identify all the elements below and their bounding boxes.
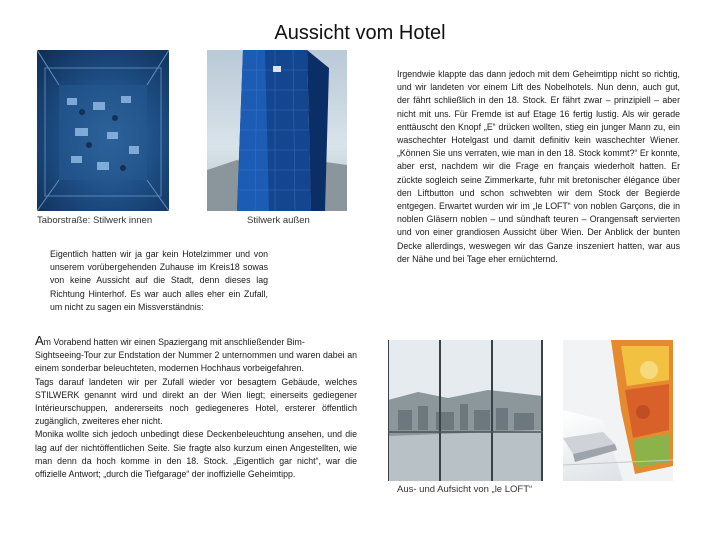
story-right-text: Irgendwie klappte das dann jedoch mit dem Geheimtipp nicht so richtig, und wir landeten vor einem Lift des Nobelhotels. Nun denn, auch gut, der fährt schließlich in den 18. Stock. Er fährt zwar – prinzipiell – aber nicht mit uns. Für Fremde ist auf Etage 16 fertig lustig. Als wir gerade enttäuscht den Knopf „E“ drücken wollten, stieg ein junger Mann zu, ein waschechter Hotelgast und damit definitiv kein waschechter Wiener. „Können Sie uns verraten, wie man in den 18. Stock kommt?“ Er konnte, aber erst, nachdem wir die Frage en français wiederholt hatten. Er zückte sogleich seine Zimmerkarte, fuhr mit bretonischer élégance über den Liftbutton und schon schwebten wir dem Stock der Begierde entgegen. Erwartet wurden wir im „le LOFT“ von noblen Garçons, die in noblen Gläsern noblen – und sündhaft teuren – Orangensaft servierten und von einer grandiosen Aussicht über Wien. Der Anblick der bunten Decke allerdings, weswegen wir das Ganze inszeniert hatten, war aus der Nähe und bei Tage eher ernüchternd. xyxy=(397,69,680,264)
intro-text: Eigentlich hatten wir ja gar kein Hotelzimmer und von unserem vorübergehenden Zuhause im Kreis18 sowas von keine Aussicht auf die Stadt, denn dieses lag Richtung Hinterhof. Es war auch alles eher ein Zufall, um nicht zu sagen ein Missverständnis: xyxy=(50,249,268,312)
story-first-line xyxy=(35,334,357,349)
drop-cap: A xyxy=(35,333,44,348)
stilwerk-interior-photo xyxy=(37,50,169,211)
story-paragraph-2: Tags darauf landeten wir per Zufall wieder vor besagtem Gebäude, welches STILWERK genannt wird und direkt an der Wien liegt; einerseits gediegener Intérieurschuppen, andererseits noch gediegeneres Hotel, ersterer öffentlich zugänglich, zweiteres eher nicht. xyxy=(35,376,357,427)
vienna-view-photo xyxy=(388,340,543,481)
story-paragraph-3: Monika wollte sich jedoch unbedingt diese Deckenbeleuchtung ansehen, und die lag auf der nichtöffentlichen Seite. Sie fragte also kurzum einen Angestellten, wie man denn da hoch komme in den 18. Stock. „Eigentlich gar nicht“, war die offizielle Antwort; „durch die Tiefgarage“ der inoffizielle Geheimtipp. xyxy=(35,429,357,480)
view-caption: Aus- und Aufsicht von „le LOFT“ xyxy=(397,484,533,495)
story-right-block xyxy=(397,68,680,266)
intro-paragraph xyxy=(50,248,268,314)
le-loft-ceiling-photo xyxy=(563,340,673,481)
story-left-block xyxy=(35,334,357,481)
page-title: Aussicht vom Hotel xyxy=(274,22,446,44)
story-first-line-rest: m Vorabend hatten wir einen Spaziergang mit anschließender Bim- xyxy=(43,337,305,347)
stilwerk-exterior-photo xyxy=(207,50,347,211)
interior-caption: Taborstraße: Stilwerk innen xyxy=(37,215,153,226)
exterior-caption: Stilwerk außen xyxy=(247,215,310,226)
story-paragraph-1: Sightseeing-Tour zur Endstation der Nummer 2 unternommen und waren dabei an einem sonderbar beleuchteten, modernen Hochhaus vorbeigefahren. xyxy=(35,350,357,374)
